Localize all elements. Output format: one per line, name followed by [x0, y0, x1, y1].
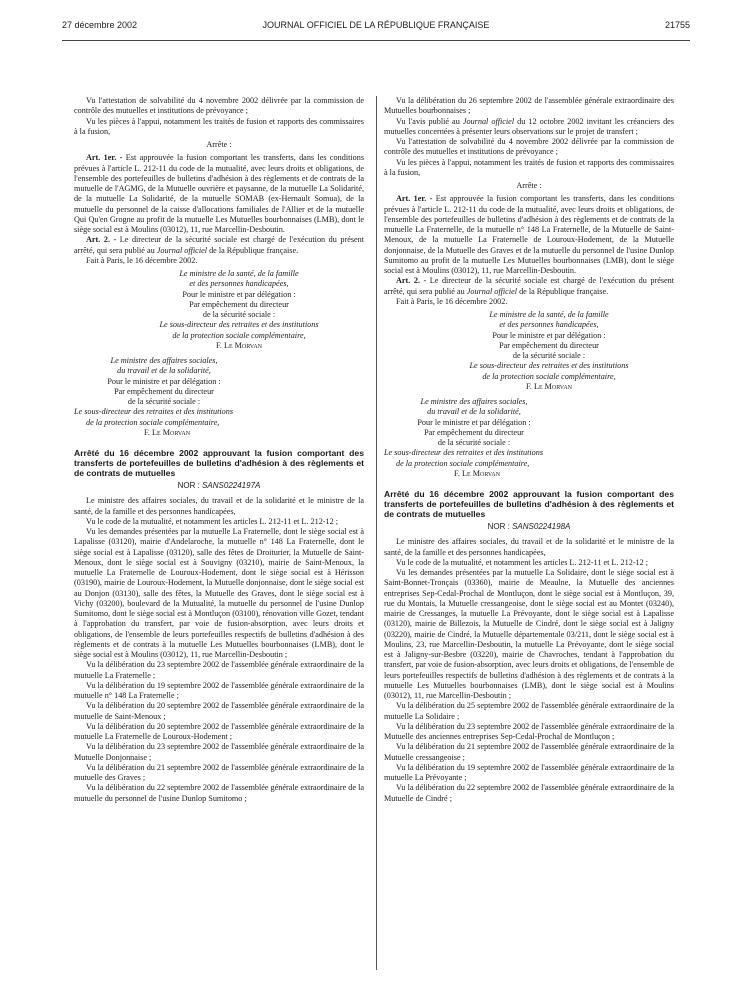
- right-sig2-emp2: de la sécurité sociale :: [437, 438, 511, 447]
- right-sig2-emp1: Par empêchement du directeur: [424, 427, 524, 437]
- left-sig1-pour: Pour le ministre et par délégation :: [182, 289, 296, 299]
- left-sig1-sous2: de la protection sociale complémentaire,: [172, 330, 306, 340]
- left-sig1-name: F. Le Morvan: [215, 340, 263, 350]
- right-visa-avis: [384, 117, 674, 138]
- right-preamble-ministers: Le ministre des affaires sociales, du travail et de la solidarité et le ministre de la santé, de la famille et des personnes handicapées,: [384, 537, 674, 557]
- left-visa-solvabilite: Vu l'attestation de solvabilité du 4 novembre 2002 délivrée par la commission de contrôle des mutuelles et institutions de prévoyance ;: [74, 96, 364, 116]
- right-sig2-sous2: de la protection sociale complémentaire,: [396, 458, 530, 468]
- left-sig2-line1: Le ministre des affaires sociales,: [110, 356, 218, 365]
- header-date: 27 décembre 2002: [62, 20, 138, 30]
- left-sig2-emp1: Par empêchement du directeur: [114, 386, 214, 396]
- left-visa-delib-2: Vu la délibération du 19 septembre 2002 de l'assemblée générale extraordinaire de la mutuelle n° 148 La Fraternelle ;: [74, 680, 364, 700]
- page-header: [62, 20, 690, 34]
- right-visa-delib-5: Vu la délibération du 22 septembre 2002 de l'assemblée générale extraordinaire de la Mutuelle de Cindré ;: [384, 783, 674, 803]
- right-article-2-label: Art. 2. -: [396, 276, 427, 286]
- header-page-number: 21755: [664, 20, 690, 30]
- left-nor-label: NOR :: [177, 481, 203, 490]
- right-visa-pieces: Vu les pièces à l'appui, notamment les traités de fusion et rapports des commissaires à la fusion,: [384, 157, 674, 177]
- left-visa-delib-5: Vu la délibération du 23 septembre 2002 de l'assemblée générale extraordinaire de la Mutuelle Donjonnaise ;: [74, 742, 364, 762]
- right-article-2-jo: Journal officiel: [466, 286, 518, 296]
- left-visa-delib-4: Vu la délibération du 20 septembre 2002 de l'assemblée générale extraordinaire de la mutuelle La Fraternelle de Louroux-Hodement ;: [74, 721, 364, 741]
- right-signature-block-1: [384, 310, 674, 392]
- left-decree-title: Arrêté du 16 décembre 2002 approuvant la fusion comportant des transferts de portefeuilles de bulletins d'adhésion à des règlements et de contrats de mutuelles: [74, 448, 364, 478]
- right-sig2-line1: Le ministre des affaires sociales,: [420, 397, 528, 406]
- right-sig1-line2: et des personnes handicapées,: [499, 320, 599, 330]
- right-sig1-emp1: Par empêchement du directeur: [499, 340, 599, 350]
- left-signature-block-1: [74, 269, 364, 351]
- right-visa-demandes: Vu les demandes présentées par la mutuelle La Solidaire, dont le siège social est à Saint-Bonnet-Tronçais (03360), mairie de Meaulne, la Mutuelle des anciennes entreprises Sep-Cedal-Prochal de Montluçon, dont le siège social est à Montluçon, 39, rue du Montais, la Mutuelle cressangeoise, dont le siège social est au Montet (03240), mairie de Cressanges, la mutuelle La Prévoyante, dont le siège social est à Lapalisse (03120), mairie de Billezois, la Mutuelle de Cindré, dont le siège social est à Jaligny (03220), mairie de Cindré, la Mutuelle départementale 03/211, dont le siège social est à Moulins, 23, rue Marcellin-Desboutin, la mutuelle La Prévoyante, dont le siège social est à Jaligny-sur-Besbre (03220), mairie de Chavroches, tendant à l'approbation du transfert, par voie de fusion-absorption, avec leurs droits et obligations, de l'ensemble de leurs portefeuilles respectifs de bulletins d'adhésion à des règlements et de contrats à la mutuelle Les Mutuelles bourbonnaises (LMB), dont le siège social est à Moulins (03012), 11, rue Marcellin-Desboutin ;: [384, 568, 675, 700]
- right-visa-code: Vu le code de la mutualité, et notamment les articles L. 212-11 et L. 212-12 ;: [396, 557, 649, 567]
- left-preamble-ministers: Le ministre des affaires sociales, du travail et de la solidarité et le ministre de la santé, de la famille et des personnes handicapées,: [74, 496, 364, 516]
- right-visa-delib-1: Vu la délibération du 25 septembre 2002 de l'assemblée générale extraordinaire de la mutuelle La Solidaire ;: [384, 701, 674, 721]
- left-article-2-jo: Journal officiel: [156, 245, 208, 255]
- left-sig1-line2: et des personnes handicapées,: [189, 279, 289, 289]
- left-fait: Fait à Paris, le 16 décembre 2002.: [86, 255, 198, 265]
- header-rule: [62, 40, 690, 41]
- left-sig1-emp2: de la sécurité sociale :: [202, 310, 276, 319]
- left-sig2-line2: du travail et de la solidarité,: [117, 366, 211, 376]
- right-nor-label: NOR :: [487, 522, 513, 531]
- right-article-1: [384, 194, 674, 276]
- right-article-2: [384, 276, 674, 297]
- right-sig2-sous1: Le sous-directeur des retraites et des institutions: [384, 448, 544, 458]
- left-article-2-label: Art. 2. -: [86, 235, 117, 245]
- right-sig1-emp2: de la sécurité sociale :: [512, 351, 586, 360]
- left-signature-block-2: [74, 356, 364, 407]
- right-decree-title: Arrêté du 16 décembre 2002 approuvant la fusion comportant des transferts de portefeuilles de bulletins d'adhésion à des règlements et de contrats de mutuelles: [384, 489, 674, 519]
- left-article-2: [74, 235, 364, 256]
- right-sig1-line1: Le ministre de la santé, de la famille: [489, 310, 609, 319]
- right-sig1-pour: Pour le ministre et par délégation :: [492, 330, 606, 340]
- left-sig2-sous1: Le sous-directeur des retraites et des institutions: [74, 407, 234, 417]
- right-signature-block-2: [384, 397, 674, 448]
- right-visa-solvabilite: Vu l'attestation de solvabilité du 4 novembre 2002 délivrée par la commission de contrôle des mutuelles et institutions de prévoyance ;: [384, 137, 674, 157]
- right-sig1-name: F. Le Morvan: [525, 381, 573, 391]
- left-sig2-emp2: de la sécurité sociale :: [127, 397, 201, 406]
- left-sig2-pour: Pour le ministre et par délégation :: [107, 376, 221, 386]
- header-journal-title: JOURNAL OFFICIEL DE LA RÉPUBLIQUE FRANÇAISE: [262, 20, 490, 30]
- left-sig1-line1: Le ministre de la santé, de la famille: [179, 269, 299, 278]
- column-divider: [376, 96, 377, 970]
- right-visa-avis-b: du 12 octobre 2002 invitant les créanciers des mutuelles concernées à présenter leurs observations sur le projet de transfert ;: [384, 116, 674, 136]
- left-sig1-emp1: Par empêchement du directeur: [189, 299, 289, 309]
- left-column: [74, 96, 364, 804]
- right-sig2-name: F. Le Morvan: [454, 468, 501, 478]
- left-visa-code: Vu le code de la mutualité, et notamment les articles L. 212-11 et L. 212-12 ;: [86, 516, 339, 526]
- right-visa-delib-3: Vu la délibération du 21 septembre 2002 de l'assemblée générale extraordinaire de la Mutuelle cressangeoise ;: [384, 742, 674, 762]
- right-article-1-label: Art. 1er. -: [396, 194, 433, 204]
- right-sig1-sous2: de la protection sociale complémentaire,: [482, 371, 616, 381]
- right-visa-delib-2: Vu la délibération du 23 septembre 2002 de l'assemblée générale extraordinaire de la Mutuelle des anciennes entreprises Sep-Cedal-Prochal de Montluçon ;: [384, 721, 674, 741]
- right-nor-value: SANS0224198A: [512, 522, 571, 531]
- right-visa-delib-lmb: Vu la délibération du 26 septembre 2002 de l'assemblée générale extraordinaire des Mutuelles bourbonnaises ;: [384, 96, 674, 116]
- right-sig1-sous1: Le sous-directeur des retraites et des institutions: [469, 361, 629, 371]
- left-nor: [74, 481, 364, 491]
- left-arrete-label: Arrête :: [206, 140, 232, 149]
- left-visa-demandes: Vu les demandes présentées par la mutuelle La Fraternelle, dont le siège social est à Lapalisse (03120), mairie d'Andelaroche, la mutuelle n° 148 La Fraternelle, dont le siège social est à Lapalisse (03120), salle des fêtes de Droiturier, la Mutuelle de Saint-Menoux, dont le siège social est à Souvigny (03210), mairie de Saint-Menoux, la mutuelle La Fraternelle de Louroux-Hodement, dont le siège social est à Hérisson (03190), mairie de Louroux-Hodement, la Mutuelle donjonnaise, dont le siège social est au Donjon (03130), salle des fêtes, la Mutuelle des Graves, dont le siège social est à Vichy (03200), boulevard de la Mutualité, la mutuelle du personnel de l'usine Dunlop Sumitomo, dont le siège social est à Montluçon (03100), rénovation ville Gozet, tendant à l'approbation du transfert, par voie de fusion-absorption, avec leurs droits et obligations, de l'ensemble de leurs portefeuilles respectifs de bulletins d'adhésion à des règlements et de contrats à la mutuelle Les Mutuelles bourbonnaises (LMB), dont le siège social est à Moulins (03012), 11, rue Marcellin-Desboutin ;: [74, 527, 364, 659]
- left-article-1: [74, 153, 364, 235]
- left-article-2-end: de la République française.: [207, 245, 299, 255]
- right-column: [384, 96, 674, 804]
- left-visa-delib-3: Vu la délibération du 20 septembre 2002 de l'assemblée générale extraordinaire de la mutuelle de Saint-Menoux ;: [74, 701, 364, 721]
- right-sig2-line2: du travail et de la solidarité,: [427, 407, 521, 417]
- left-visa-delib-7: Vu la délibération du 22 septembre 2002 de l'assemblée générale extraordinaire de la mutuelle du personnel de l'usine Dunlop Sumitomo ;: [74, 783, 364, 803]
- right-arrete-label: Arrête :: [516, 181, 542, 190]
- right-visa-avis-a: Vu l'avis publié au: [396, 116, 463, 126]
- right-nor: [384, 522, 674, 532]
- left-visa-pieces: Vu les pièces à l'appui, notamment les traités de fusion et rapports des commissaires à la fusion,: [74, 116, 364, 136]
- left-article-1-text: Est approuvée la fusion comportant les transferts, dans les conditions prévues à l'article L. 212-11 du code de la mutualité, avec leurs droits et obligations, de l'ensemble des portefeuilles de bulletins d'adhésion à des règlements et de contrats de la mutuelle de l'AGMG, de la Mutuelle ouvrière et paysanne, de la mutuelle La Solidarité, de la mutuelle La Solidarité, de la mutuelle SOMAB (ex-Hernault Somua), de la mutuelle du personnel de la caisse d'allocations familiales de l'Allier et de la mutuelle Qui Qu'en Grogne au profit de la mutuelle Les Mutuelles bourbonnaises (LMB), dont le siège social est à Moulins (03012), 11, rue Marcellin-Desboutin.: [74, 153, 365, 234]
- left-sig2-sous2: de la protection sociale complémentaire,: [86, 417, 220, 427]
- left-nor-value: SANS0224197A: [202, 481, 261, 490]
- left-visa-delib-6: Vu la délibération du 21 septembre 2002 de l'assemblée générale extraordinaire de la mutuelle des Graves ;: [74, 762, 364, 782]
- left-article-2-text: Le directeur de la sécurité sociale est chargé de l'exécution du présent arrêté, qui sera publié au: [74, 235, 365, 255]
- right-article-2-end: de la République française.: [517, 286, 609, 296]
- left-article-1-label: Art. 1er. -: [86, 153, 123, 163]
- right-visa-delib-4: Vu la délibération du 19 septembre 2002 de l'assemblée générale extraordinaire de la mutuelle La Prévoyante ;: [384, 762, 674, 782]
- right-visa-avis-jo: Journal officiel: [462, 116, 515, 126]
- right-article-2-text: Le directeur de la sécurité sociale est chargé de l'exécution du présent arrêté, qui sera publié au: [384, 276, 675, 296]
- left-sig1-sous1: Le sous-directeur des retraites et des institutions: [159, 320, 319, 330]
- right-sig2-pour: Pour le ministre et par délégation :: [417, 417, 531, 427]
- left-sig2-name: F. Le Morvan: [144, 427, 191, 437]
- left-visa-delib-1: Vu la délibération du 23 septembre 2002 de l'assemblée générale extraordinaire de la mutuelle La Fraternelle ;: [74, 660, 364, 680]
- right-fait: Fait à Paris, le 16 décembre 2002.: [396, 296, 508, 306]
- right-article-1-text: Est approuvée la fusion comportant les transferts, dans les conditions prévues à l'article L. 212-11 du code de la mutualité, avec leurs droits et obligations, de l'ensemble des portefeuilles de bulletins d'adhésion à des règlements et de contrats de la mutuelle La Fraternelle, de la mutuelle n° 148 La Fraternelle, de la Mutuelle de Saint-Menoux, de la mutuelle La Fraternelle de Louroux-Hodement, de la Mutuelle donjonnaise, de la Mutuelle des Graves et de la mutuelle du personnel de l'usine Dunlop Sumitomo au profit de la mutuelle Les Mutuelles bourbonnaises (LMB), dont le siège social est à Moulins (03012), 11, rue Marcellin-Desboutin.: [384, 194, 675, 275]
